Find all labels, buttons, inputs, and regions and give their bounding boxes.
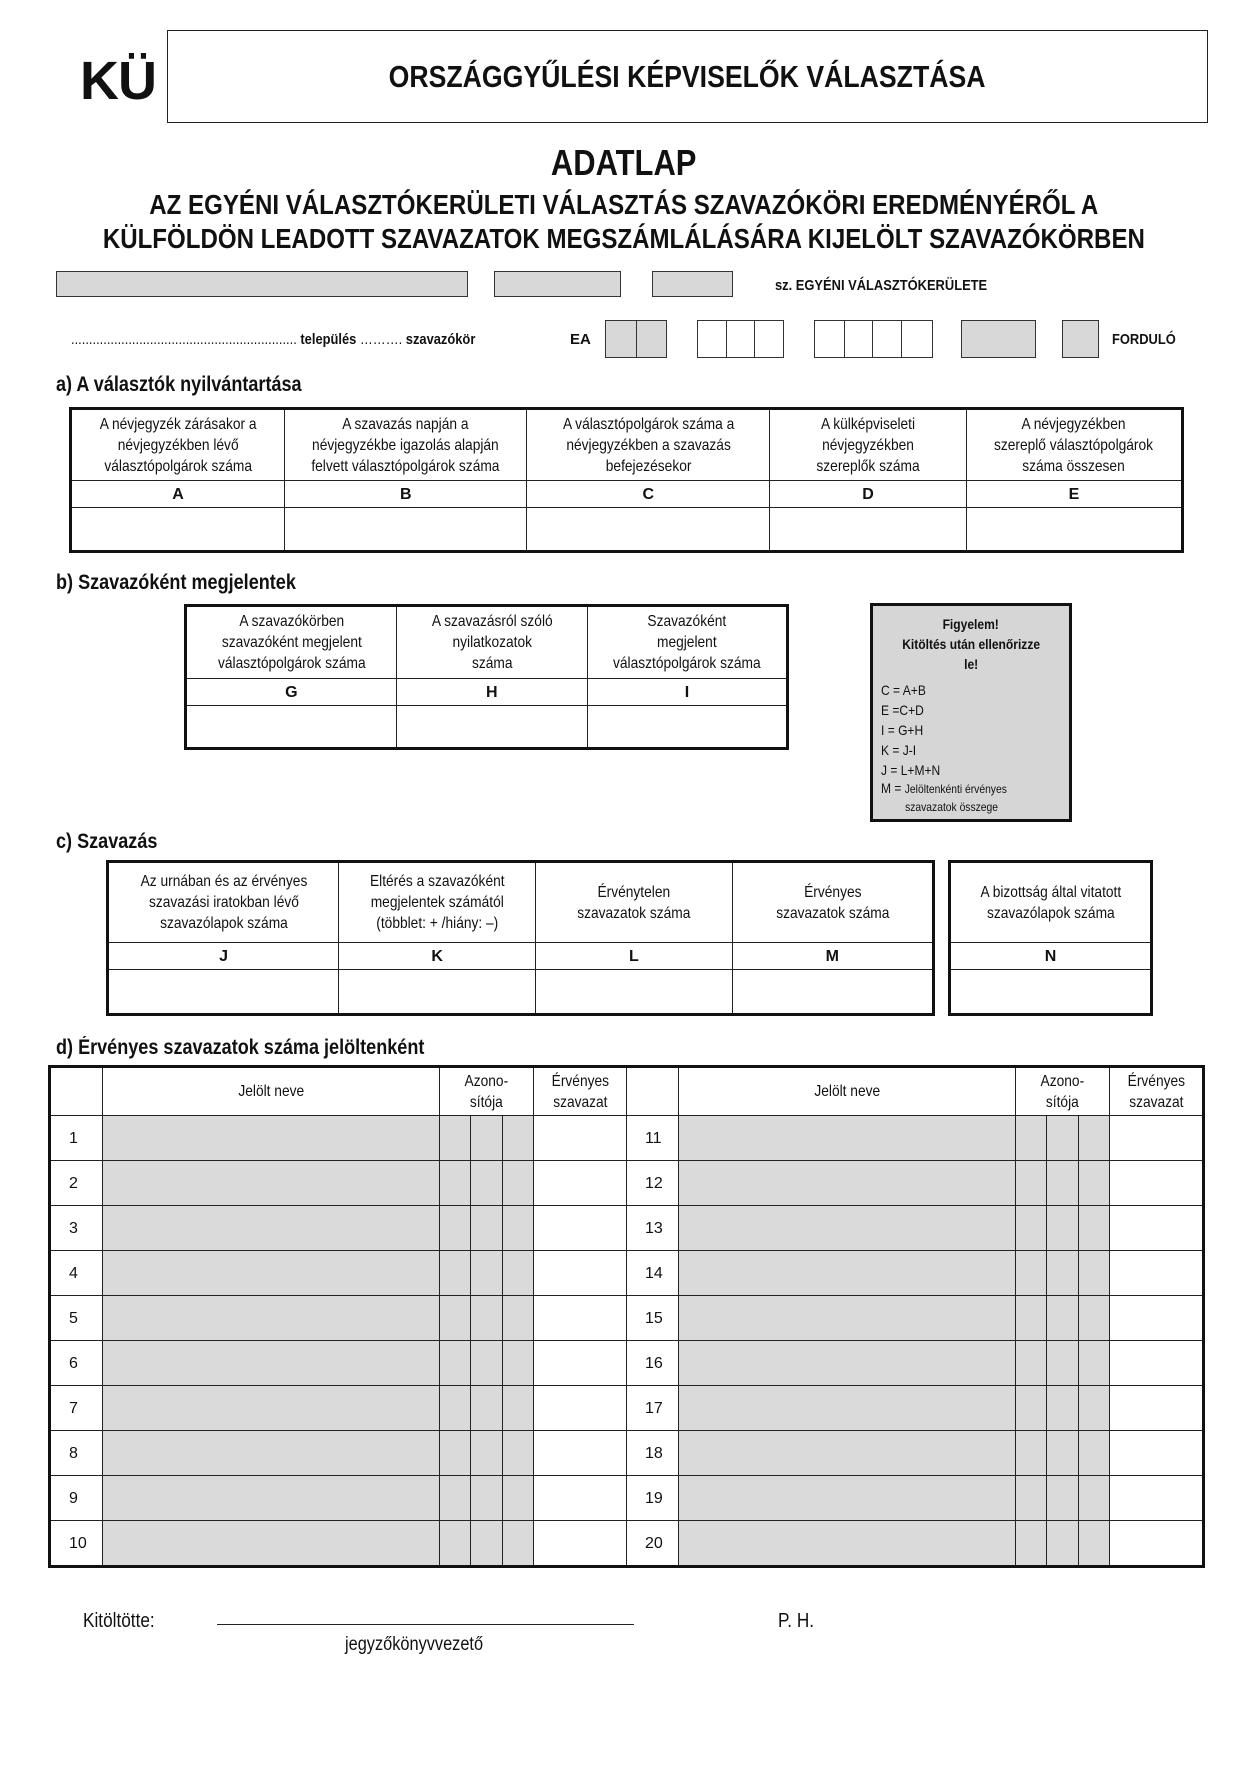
- row-number: 17: [626, 1386, 678, 1431]
- ea-cell-1[interactable]: [605, 320, 637, 358]
- appeared-voters-table: [186, 606, 787, 748]
- valid-votes-cell[interactable]: [533, 1521, 626, 1566]
- candidate-name-cell[interactable]: [678, 1476, 1015, 1521]
- row-number: 15: [626, 1296, 678, 1341]
- section-c-title: c) Szavazás: [56, 830, 158, 853]
- station-cell-4[interactable]: [901, 320, 933, 358]
- candidate-id-digit[interactable]: [471, 1251, 502, 1296]
- formula-line: I = G+H: [881, 722, 924, 738]
- field-g[interactable]: [187, 706, 397, 748]
- candidate-name-cell[interactable]: [103, 1521, 440, 1566]
- candidate-votes-table: [50, 1067, 1203, 1566]
- valid-votes-header-left: Érvényes szavazat: [533, 1068, 626, 1116]
- field-l[interactable]: [536, 970, 732, 1014]
- candidate-row: [51, 1116, 1203, 1161]
- candidate-id-digit[interactable]: [471, 1161, 502, 1206]
- col-c-letter: C: [527, 481, 770, 508]
- voting-table: [108, 862, 933, 1014]
- candidate-name-cell[interactable]: [103, 1161, 440, 1206]
- candidate-id-digit[interactable]: [502, 1206, 533, 1251]
- row-number: 1: [51, 1116, 103, 1161]
- candidate-name-cell[interactable]: [103, 1476, 440, 1521]
- valid-votes-cell[interactable]: [533, 1251, 626, 1296]
- candidate-name-cell[interactable]: [678, 1296, 1015, 1341]
- row-number: 4: [51, 1251, 103, 1296]
- col-k-letter: K: [339, 943, 536, 970]
- row-number: 19: [626, 1476, 678, 1521]
- col-m-header: Érvényes szavazatok száma: [732, 863, 932, 943]
- county-field[interactable]: [56, 271, 468, 297]
- candidate-id-digit[interactable]: [440, 1341, 471, 1386]
- valid-votes-cell[interactable]: [1110, 1521, 1203, 1566]
- round-field[interactable]: [1062, 320, 1099, 358]
- candidate-name-cell[interactable]: [678, 1521, 1015, 1566]
- candidate-id-digit[interactable]: [1015, 1161, 1046, 1206]
- section-b-title: b) Szavazóként megjelentek: [56, 571, 296, 594]
- row-number: 2: [51, 1161, 103, 1206]
- col-c-header: A választópolgárok száma a névjegyzékben a szavazás befejezésekor: [527, 410, 770, 481]
- candidate-name-cell[interactable]: [678, 1386, 1015, 1431]
- field-h[interactable]: [396, 706, 587, 748]
- round-label: FORDULÓ: [1112, 331, 1176, 348]
- col-g-letter: G: [187, 679, 397, 706]
- candidate-id-digit[interactable]: [1047, 1476, 1078, 1521]
- formula-line: E =C+D: [881, 702, 924, 718]
- valid-votes-cell[interactable]: [533, 1341, 626, 1386]
- field-d[interactable]: [770, 508, 967, 551]
- extra-code-field[interactable]: [961, 320, 1036, 358]
- candidate-row: [51, 1161, 1203, 1206]
- candidate-id-digit[interactable]: [1015, 1341, 1046, 1386]
- candidate-name-cell[interactable]: [678, 1206, 1015, 1251]
- candidate-id-digit[interactable]: [1047, 1341, 1078, 1386]
- valid-votes-cell[interactable]: [1110, 1206, 1203, 1251]
- candidate-name-cell[interactable]: [678, 1116, 1015, 1161]
- col-n-header: A bizottság által vitatott szavazólapok száma: [951, 863, 1151, 943]
- station-cell-2[interactable]: [844, 320, 873, 358]
- rownum-header-right: [626, 1068, 678, 1116]
- col-h-letter: H: [396, 679, 587, 706]
- candidate-id-digit[interactable]: [471, 1476, 502, 1521]
- valid-votes-cell[interactable]: [533, 1161, 626, 1206]
- col-j-header: Az urnában és az érvényes szavazási iratokban lévő szavazólapok száma: [109, 863, 339, 943]
- candidate-id-header-left: Azono- sítója: [440, 1068, 534, 1116]
- candidate-row: [51, 1206, 1203, 1251]
- formula-line-m: M = Jelöltenkénti érvényes szavazatok összege: [881, 780, 1007, 814]
- col-i-header: Szavazóként megjelent választópolgárok száma: [587, 607, 786, 679]
- candidate-name-cell[interactable]: [103, 1296, 440, 1341]
- valid-votes-cell[interactable]: [1110, 1341, 1203, 1386]
- candidate-name-header-left: Jelölt neve: [103, 1068, 440, 1116]
- row-number: 7: [51, 1386, 103, 1431]
- section-d-title: d) Érvényes szavazatok száma jelöltenként: [56, 1036, 425, 1059]
- col-n-letter: N: [951, 943, 1151, 970]
- candidate-id-digit[interactable]: [471, 1431, 502, 1476]
- candidate-id-digit[interactable]: [1047, 1206, 1078, 1251]
- candidate-name-cell[interactable]: [103, 1206, 440, 1251]
- col-j-letter: J: [109, 943, 339, 970]
- valid-votes-cell[interactable]: [533, 1386, 626, 1431]
- candidate-id-digit[interactable]: [502, 1116, 533, 1161]
- row-number: 3: [51, 1206, 103, 1251]
- disputed-table: [950, 862, 1151, 1014]
- candidate-id-digit[interactable]: [502, 1431, 533, 1476]
- row-number: 13: [626, 1206, 678, 1251]
- candidate-id-digit[interactable]: [471, 1206, 502, 1251]
- candidate-id-digit[interactable]: [1078, 1296, 1109, 1341]
- candidate-id-digit[interactable]: [471, 1341, 502, 1386]
- row-number: 11: [626, 1116, 678, 1161]
- valid-votes-header-right: Érvényes szavazat: [1110, 1068, 1203, 1116]
- candidate-id-digit[interactable]: [440, 1251, 471, 1296]
- candidate-id-digit[interactable]: [471, 1296, 502, 1341]
- valid-votes-cell[interactable]: [1110, 1431, 1203, 1476]
- candidate-id-digit[interactable]: [1078, 1161, 1109, 1206]
- valid-votes-cell[interactable]: [533, 1296, 626, 1341]
- signature-line[interactable]: [217, 1624, 634, 1625]
- candidate-name-cell[interactable]: [103, 1386, 440, 1431]
- candidate-name-cell[interactable]: [678, 1161, 1015, 1206]
- col-k-header: Eltérés a szavazóként megjelentek számától (többlet: + /hiány: –): [339, 863, 536, 943]
- candidate-id-header-right: Azono- sítója: [1015, 1068, 1109, 1116]
- candidate-name-cell[interactable]: [678, 1341, 1015, 1386]
- candidate-row: [51, 1296, 1203, 1341]
- valid-votes-cell[interactable]: [533, 1476, 626, 1521]
- col-m-letter: M: [732, 943, 932, 970]
- locality-line: [71, 331, 541, 348]
- col-d-header: A külképviseleti névjegyzékben szereplők száma: [770, 410, 967, 481]
- col-d-letter: D: [770, 481, 967, 508]
- row-number: 20: [626, 1521, 678, 1566]
- candidate-id-digit[interactable]: [1078, 1521, 1109, 1566]
- candidate-id-digit[interactable]: [1047, 1296, 1078, 1341]
- check-formulas-box: [870, 603, 1072, 822]
- candidate-id-digit[interactable]: [471, 1521, 502, 1566]
- candidate-id-digit[interactable]: [502, 1341, 533, 1386]
- field-e[interactable]: [966, 508, 1181, 551]
- form-title-text: ADATLAP: [550, 142, 697, 183]
- valid-votes-cell[interactable]: [1110, 1386, 1203, 1431]
- valid-votes-cell[interactable]: [1110, 1476, 1203, 1521]
- valid-votes-cell[interactable]: [533, 1431, 626, 1476]
- candidate-name-cell[interactable]: [103, 1251, 440, 1296]
- candidate-name-cell[interactable]: [103, 1431, 440, 1476]
- field-i[interactable]: [587, 706, 786, 748]
- valid-votes-cell[interactable]: [1110, 1116, 1203, 1161]
- candidate-name-header-right: Jelölt neve: [678, 1068, 1015, 1116]
- candidate-id-digit[interactable]: [1047, 1521, 1078, 1566]
- subtitle-line-2: KÜLFÖLDÖN LEADOTT SZAVAZATOK MEGSZÁMLÁLÁSÁRA KIJELÖLT SZAVAZÓKÖRBEN: [102, 223, 1145, 254]
- valid-votes-cell[interactable]: [1110, 1161, 1203, 1206]
- candidate-id-digit[interactable]: [1015, 1296, 1046, 1341]
- col-i-letter: I: [587, 679, 786, 706]
- filled-by-label: Kitöltötte:: [83, 1610, 155, 1632]
- candidate-id-digit[interactable]: [471, 1116, 502, 1161]
- field-j[interactable]: [109, 970, 339, 1014]
- candidate-id-digit[interactable]: [1078, 1251, 1109, 1296]
- col-e-header: A névjegyzékben szereplő választópolgárok száma összesen: [966, 410, 1181, 481]
- form-code: KÜ: [80, 51, 156, 111]
- field-b[interactable]: [285, 508, 527, 551]
- col-a-letter: A: [72, 481, 285, 508]
- col-h-header: A szavazásról szóló nyilatkozatok száma: [396, 607, 587, 679]
- row-number: 5: [51, 1296, 103, 1341]
- candidate-row: [51, 1476, 1203, 1521]
- col-b-header: A szavazás napján a névjegyzékbe igazolás alapján felvett választópolgárok száma: [285, 410, 527, 481]
- candidate-row: [51, 1431, 1203, 1476]
- station-cell-1[interactable]: [814, 320, 845, 358]
- district-field[interactable]: [494, 271, 621, 297]
- candidate-id-digit[interactable]: [1047, 1116, 1078, 1161]
- election-title-box: [167, 30, 1208, 123]
- candidate-id-digit[interactable]: [440, 1431, 471, 1476]
- row-number: 9: [51, 1476, 103, 1521]
- row-number: 14: [626, 1251, 678, 1296]
- valid-votes-cell[interactable]: [1110, 1251, 1203, 1296]
- field-a[interactable]: [72, 508, 285, 551]
- valid-votes-cell[interactable]: [533, 1116, 626, 1161]
- candidate-id-digit[interactable]: [502, 1251, 533, 1296]
- candidate-id-digit[interactable]: [502, 1521, 533, 1566]
- candidate-id-digit[interactable]: [440, 1161, 471, 1206]
- candidate-id-digit[interactable]: [440, 1476, 471, 1521]
- locality-label: település: [300, 331, 357, 348]
- candidate-id-digit[interactable]: [1047, 1161, 1078, 1206]
- candidate-id-digit[interactable]: [1078, 1206, 1109, 1251]
- form-title: [0, 142, 1247, 184]
- candidate-id-digit[interactable]: [1015, 1251, 1046, 1296]
- signer-role: jegyzőkönyvvezető: [345, 1634, 484, 1655]
- row-number: 10: [51, 1521, 103, 1566]
- valid-votes-cell[interactable]: [533, 1206, 626, 1251]
- code-cell-2[interactable]: [726, 320, 755, 358]
- candidate-name-cell[interactable]: [678, 1431, 1015, 1476]
- section-a-title: a) A választók nyilvántartása: [56, 373, 302, 396]
- station-label: szavazókör: [405, 331, 476, 348]
- candidate-id-digit[interactable]: [1078, 1341, 1109, 1386]
- col-g-header: A szavazókörben szavazóként megjelent választópolgárok száma: [187, 607, 397, 679]
- col-e-letter: E: [966, 481, 1181, 508]
- district-number-field[interactable]: [652, 271, 733, 297]
- valid-votes-cell[interactable]: [1110, 1296, 1203, 1341]
- candidate-name-cell[interactable]: [678, 1251, 1015, 1296]
- seal-label: P. H.: [778, 1610, 815, 1632]
- district-label: sz. EGYÉNI VÁLASZTÓKERÜLETE: [775, 277, 988, 294]
- candidate-id-digit[interactable]: [440, 1116, 471, 1161]
- code-cell-1[interactable]: [697, 320, 727, 358]
- candidate-id-digit[interactable]: [440, 1206, 471, 1251]
- row-number: 6: [51, 1341, 103, 1386]
- candidate-id-digit[interactable]: [1015, 1206, 1046, 1251]
- rownum-header-left: [51, 1068, 103, 1116]
- candidate-id-digit[interactable]: [502, 1386, 533, 1431]
- station-dots: ……….: [359, 331, 403, 348]
- voter-register-table: [71, 409, 1182, 551]
- subtitle-line-1: AZ EGYÉNI VÁLASZTÓKERÜLETI VÁLASZTÁS SZAVAZÓKÖRI EREDMÉNYÉRŐL A: [149, 189, 1098, 220]
- field-c[interactable]: [527, 508, 770, 551]
- candidate-id-digit[interactable]: [1047, 1431, 1078, 1476]
- col-b-letter: B: [285, 481, 527, 508]
- row-number: 18: [626, 1431, 678, 1476]
- field-k[interactable]: [339, 970, 536, 1014]
- candidate-id-digit[interactable]: [502, 1296, 533, 1341]
- candidate-id-digit[interactable]: [1078, 1386, 1109, 1431]
- check-heading: Figyelem! Kitöltés után ellenőrizze le!: [902, 616, 1040, 672]
- candidate-id-digit[interactable]: [1015, 1116, 1046, 1161]
- field-n[interactable]: [951, 970, 1151, 1014]
- candidate-row: [51, 1521, 1203, 1566]
- formula-line: J = L+M+N: [881, 762, 941, 778]
- candidate-id-digit[interactable]: [1047, 1386, 1078, 1431]
- candidate-id-digit[interactable]: [1015, 1521, 1046, 1566]
- formula-line: K = J-I: [881, 742, 917, 758]
- candidate-name-cell[interactable]: [103, 1116, 440, 1161]
- col-l-header: Érvénytelen szavazatok száma: [536, 863, 732, 943]
- candidate-id-digit[interactable]: [1047, 1251, 1078, 1296]
- candidate-row: [51, 1386, 1203, 1431]
- candidate-row: [51, 1341, 1203, 1386]
- code-cell-3[interactable]: [754, 320, 784, 358]
- row-number: 16: [626, 1341, 678, 1386]
- ea-label: EA: [570, 331, 591, 348]
- candidate-name-cell[interactable]: [103, 1341, 440, 1386]
- candidate-id-digit[interactable]: [440, 1296, 471, 1341]
- candidate-id-digit[interactable]: [502, 1476, 533, 1521]
- candidate-id-digit[interactable]: [502, 1161, 533, 1206]
- form-subtitle: [0, 188, 1247, 256]
- col-l-letter: L: [536, 943, 732, 970]
- candidate-id-digit[interactable]: [471, 1386, 502, 1431]
- candidate-id-digit[interactable]: [1015, 1476, 1046, 1521]
- candidate-id-digit[interactable]: [1015, 1431, 1046, 1476]
- col-a-header: A névjegyzék zárásakor a névjegyzékben lévő választópolgárok száma: [72, 410, 285, 481]
- row-number: 12: [626, 1161, 678, 1206]
- candidate-id-digit[interactable]: [1078, 1476, 1109, 1521]
- formula-line: C = A+B: [881, 682, 926, 698]
- election-title: ORSZÁGGYŰLÉSI KÉPVISELŐK VÁLASZTÁSA: [389, 58, 986, 94]
- candidate-id-digit[interactable]: [1015, 1386, 1046, 1431]
- locality-dots: ...............................................................: [71, 331, 297, 348]
- row-number: 8: [51, 1431, 103, 1476]
- station-cell-3[interactable]: [872, 320, 902, 358]
- candidate-id-digit[interactable]: [1078, 1116, 1109, 1161]
- candidate-id-digit[interactable]: [440, 1521, 471, 1566]
- candidate-id-digit[interactable]: [1078, 1431, 1109, 1476]
- field-m[interactable]: [732, 970, 932, 1014]
- candidate-id-digit[interactable]: [440, 1386, 471, 1431]
- candidate-row: [51, 1251, 1203, 1296]
- ea-cell-2[interactable]: [636, 320, 667, 358]
